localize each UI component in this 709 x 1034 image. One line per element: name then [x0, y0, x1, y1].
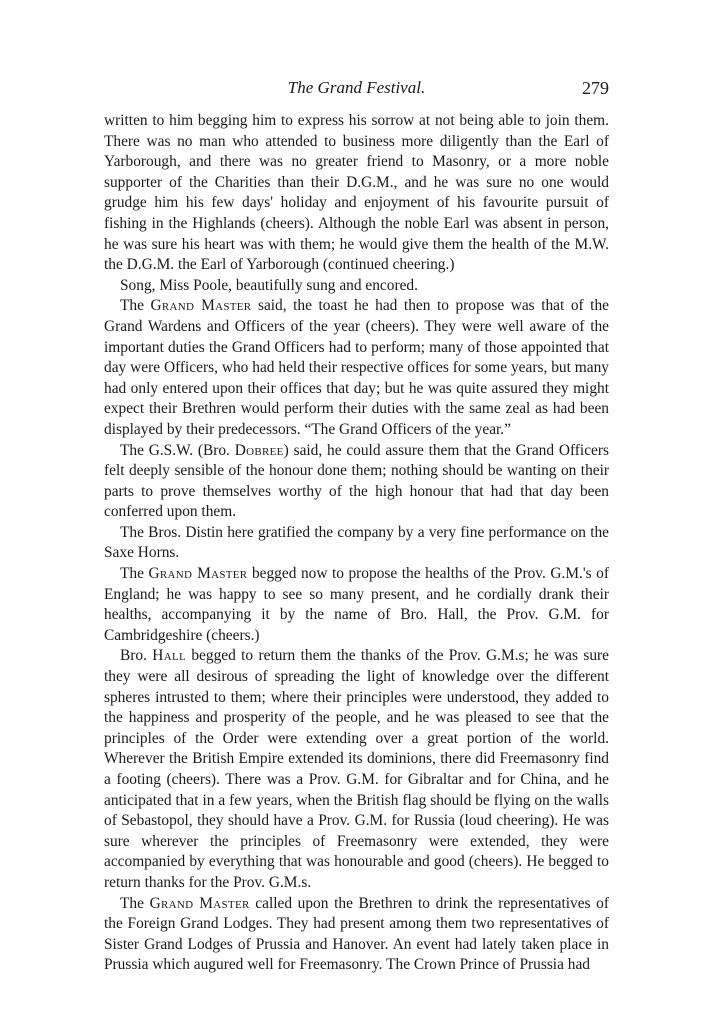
- paragraph: [104, 894, 609, 976]
- text-run: The: [120, 894, 150, 912]
- text-run: begged to return them the thanks of the Prov. G.M.s; he was sure they were all desirous of spreading the light of knowledge over the different spheres intrusted to them; where their principles were understood, they added to the happiness and prosperity of the people, and he was pleased to see that the principles of the Order were extending over a great portion of the world. Wherever the British Empire extended its dominions, there did Freemasonry find a footing (cheers). There was a Prov. G.M. for Gibraltar and for China, and he anticipated that in a few years, when the British flag should be flying on the walls of Sebastopol, they should have a Prov. G.M. for Russia (loud cheering). He was sure wherever the principles of Freemasonry were extended, they were accompanied by everything that was honourable and good (cheers). He begged to return thanks for the Prov. G.M.s.: [104, 647, 609, 891]
- small-caps-name: Grand Master: [149, 894, 250, 912]
- paragraph: [104, 523, 609, 564]
- text-run: called upon the Brethren to drink the representatives of the Foreign Grand Lodges. They had present among them two representatives of Sister Grand Lodges of Prussia and Hanover. An event had lately taken place in Prussia which augured well for Freemasonry. The Crown Prince of Prussia had: [104, 894, 609, 974]
- paragraph: [104, 276, 609, 297]
- text-run: The Bros. Distin here gratified the company by a very fine performance on the Saxe Horns.: [104, 523, 609, 562]
- page-number: 279: [582, 78, 609, 98]
- running-head: [104, 70, 609, 100]
- small-caps-name: Dobree: [234, 441, 284, 459]
- small-caps-name: Hall: [152, 647, 186, 665]
- small-caps-name: Grand Master: [150, 297, 252, 315]
- text-run: The: [120, 297, 151, 315]
- text-run: The G.S.W. (Bro.: [120, 441, 235, 459]
- paragraph: [104, 564, 609, 646]
- text-run: begged now to propose the healths of the Prov. G.M.'s of England; he was happy to see so many present, and he cordially drank their healths, accompanying it by the name of Bro. Hall, the Prov. G.M. for Cambridgeshire (cheers.): [104, 565, 609, 644]
- running-title: The Grand Festival.: [287, 78, 426, 97]
- text-run: Bro.: [120, 647, 153, 665]
- small-caps-name: Grand Master: [148, 565, 248, 583]
- text-run: Song, Miss Poole, beautifully sung and encored.: [120, 276, 418, 294]
- paragraph: [104, 111, 609, 276]
- text-run: The: [120, 565, 149, 583]
- body-text: [104, 111, 609, 976]
- paragraph: [104, 296, 609, 440]
- text-run: written to him begging him to express his sorrow at not being able to join them. There was no man who attended to business more diligently than the Earl of Yarborough, and there was no greater friend to Masonry, or a more noble supporter of the Charities than their D.G.M., and he was sure no one would grudge him his few days' holiday and enjoyment of his favourite pursuit of fishing in the Highlands (cheers). Although the noble Earl was absent in person, he was sure his heart was with them; he would give them the health of the M.W. the D.G.M. the Earl of Yarborough (continued cheering.): [104, 112, 609, 274]
- text-run: said, the toast he had then to propose was that of the Grand Wardens and Officers of the year (cheers). They were well aware of the important duties the Grand Officers had to perform; many of those appointed that day were Officers, who had held their respective offices for some years, but many had only entered upon their offices that day; but he was quite assured they might expect their Brethren would perform their duties with the same zeal as had been displayed by their predecessors. “The Grand Officers of the year.”: [104, 297, 609, 438]
- paragraph: [104, 646, 609, 893]
- text-run: ) said, he could assure them that the Grand Officers felt deeply sensible of the honour done them; nothing should be wanting on their parts to prove themselves worthy of the high honour that had that day been conferred upon them.: [104, 441, 609, 521]
- book-page: [104, 70, 609, 976]
- paragraph: [104, 441, 609, 523]
